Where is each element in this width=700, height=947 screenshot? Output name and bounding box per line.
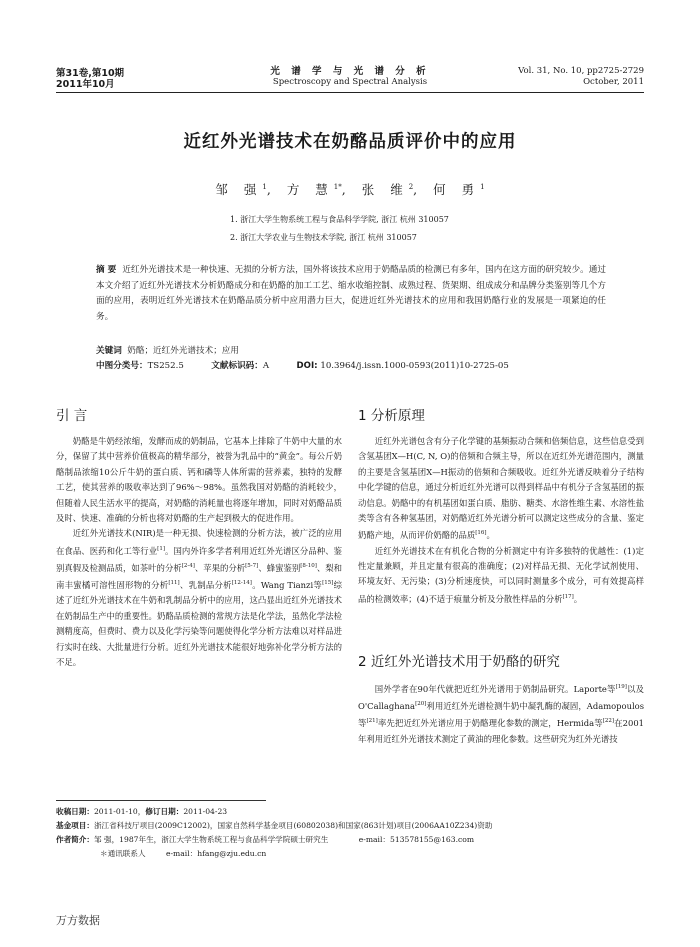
citation: [17] [562,593,574,600]
header-rule [56,92,644,93]
doc-code-label: 文献标识码： [211,361,263,371]
abstract-label: 摘 要 [96,265,117,275]
volume-pages: Vol. 31, No. 10, pp2725-2729 [518,66,644,76]
citation: [15] [322,580,334,587]
author-email: e-mail：513578155@163.com [358,835,475,844]
journal-volume-info-en [518,66,644,88]
paragraph: 近红外光谱技术在有机化合物的分析测定中有许多独特的优越性：(1)定性定量兼顾，并且定量有很高的准确度；(2)对样品无损、无化学试剂使用、环境友好、无污染；(3)分析速度快，可以同时测量多个成分，可有效提高样品的检测效率；(4)不适于痕量分析及分散性样品的分析[17]。 [358,545,644,604]
corresponding-email: e-mail：hfang@zju.edu.cn [165,849,267,858]
citation: [2-4] [181,563,195,570]
doi-value: 10.3964/j.issn.1000-0593(2011)10-2725-05 [320,361,509,371]
author: 邹 强 [215,182,263,197]
section-heading-intro: 引 言 [56,408,88,424]
citation: [16] [475,530,487,537]
received-date: 2011-01-10， [93,807,146,816]
author-affil-mark: 1 [480,182,485,191]
paper-title: 近红外光谱技术在奶酪品质评价中的应用 [183,132,517,152]
issue-date-en: October, 2011 [583,77,644,87]
citation: [11] [168,580,180,587]
author-bio: 邹 强，1987年生，浙江大学生物系统工程与食品科学学院硕士研究生 [93,835,329,844]
clc-label: 中图分类号： [96,361,148,371]
revised-date: 2011-04-23 [183,807,228,816]
citation: [20] [415,701,427,708]
keywords-text: 奶酪；近红外光谱技术；应用 [127,346,239,356]
keywords [96,345,606,358]
received-label: 收稿日期： [56,807,94,816]
citation: [1] [157,545,165,552]
classification-line [96,360,606,373]
issue-date: 2011年10月 [56,79,115,90]
fund-text: 浙江省科技厅项目(2009C12002)，国家自然科学基金项目(60802038)和国家(863计划)项目(2006AA10Z234)资助 [93,821,493,830]
doi-label: DOI: [296,361,318,371]
volume-issue: 第31卷,第10期 [56,68,125,79]
abstract-text: 近红外光谱技术是一种快速、无损的分析方法，国外将该技术应用于奶酪品质的检测已有多年，国内在这方面的研究较少。通过本文介绍了近红外光谱技术分析奶酪成分和在奶酪的加工工艺、缩水收缩控制、成熟过程、货架期、组成成分和品牌分类鉴别等几个方面的应用，表明近红外光谱技术在奶酪品质分析中应用潜力巨大，促进近红外光谱技术的应用和我国奶酪行业的发展是一项紧迫的任务。 [96,265,606,322]
footnote-rule [56,800,266,801]
paragraph: 国外学者在90年代就把近红外光谱用于奶制品研究。Laporte等[19]以及O'Callaghana[20]利用近红外光谱检测牛奶中凝乳酶的凝固，Adamopoulos等[21]率先把近红外光谱应用于奶酪理化参数的测定，Hermida等[22]在2001年利用近红外光谱技术测定了黄油的理化参数。这些研究为红外光谱技 [358,683,644,744]
watermark: 万方数据 [56,914,100,927]
author-affil-mark: 1 [262,182,267,191]
author-affil-mark: 1* [333,182,342,191]
paragraph: 奶酪是牛奶经浓缩，发酵而成的奶制品，它基本上排除了牛奶中大量的水分，保留了其中营养价值极高的精华部分，被誉为乳品中的“黄金”。每公斤奶酪制品浓缩10公斤牛奶的蛋白质、钙和磷等人体所需的营养素，独特的发酵工艺，使其营养的吸收率达到了96%～98%。虽然我国对奶酪的消耗较少，但随着人民生活水平的提高，对奶酪的消耗量也将逐年增加，同时对奶酪品质及时、快速、准确的分析也将对奶酪的生产起到极大的促进作用。 [56,436,342,524]
footnote-author [56,833,656,847]
paragraph: 近红外光谱包含有分子化学键的基频振动合频和倍频信息，这些信息受到含氢基团X—H(C, N, O)的倍频和合频主导，所以在近红外光谱范围内，测量的主要是含氢基团X—H振动的倍频和合频吸收。近红外光谱反映着分子结构中化学键的信息，通过分析近红外光谱可以得到样品中有机分子含氢基团的振动信息。奶酪中的有机基团如蛋白质、脂肪、糖类、水溶性维生素、水溶性盐类等含有各种氢基团，对奶酪近红外光谱分析可以测定这些成分的含量、鉴定奶酪产地，从而评价奶酪的品质[16]。 [358,436,644,541]
affiliation: 1. 浙江大学生物系统工程与食品科学学院, 浙江 杭州 310057 [230,215,449,224]
author: 张 维 [361,182,409,197]
author-list: 邹 强$^1$, 方 慧$^{1*}$, 张 维$^2$, 何 勇$^1$ [215,182,485,197]
citation: [19] [615,684,627,690]
author-bio-label: 作者简介： [56,835,94,844]
citation: [22] [602,718,615,725]
affiliation: 2. 浙江大学农业与生物技术学院, 浙江 杭州 310057 [230,233,417,242]
footnote-corresponding [100,847,700,861]
intro-body [56,434,342,670]
citation: [12-14] [231,580,252,587]
footnote-dates [56,805,656,819]
journal-name-cn: 光 谱 学 与 光 谱 分 析 [270,66,430,77]
author-affil-mark: 2 [408,182,414,191]
application-body [358,680,644,747]
revised-label: 修订日期： [145,807,184,816]
author: 何 勇 [433,182,481,197]
fund-label: 基金项目： [56,821,94,830]
corresponding-label: ＊通讯联系人 [100,849,146,858]
footnote-fund [56,819,656,833]
citation: [5-7] [245,563,259,570]
section-heading-application: 2 近红外光谱技术用于奶酪的研究 [358,654,560,670]
paragraph: 近红外光谱技术(NIR)是一种无损、快速检测的分析方法，被广泛的应用在食品、医药和化工等行业[1]。国内外许多学者利用近红外光谱区分品种、鉴别真假及检测品质，如茶叶的分析[2-4]、苹果的分析[5-7]、蜂蜜鉴别[8-10]、梨和南丰蜜橘可溶性固形物的分析[11]、乳制品分析[12-14]。Wang Tianzi等[15]综述了近红外光谱技术在牛奶和乳制品分析中的应用，这凸显出近红外光谱技术在奶制品生产中的重要性。奶酪品质检测的常规方法是化学法，虽然化学法检测精度高，但费时、费力以及化学污染等问题使得化学分析方法难以对样品进行实时在线、大批量进行分析。近红外光谱技术能很好地弥补化学分析方法的不足。 [56,528,343,668]
author: 方 慧 [286,182,334,197]
citation: [8-10] [300,563,317,570]
doc-code-value: A [262,361,270,371]
abstract [96,263,606,325]
citation: [21] [366,718,378,725]
principle-body [358,434,644,607]
section-heading-principle: 1 分析原理 [358,408,425,424]
clc-value: TS252.5 [147,361,184,371]
keywords-label: 关键词 [96,346,122,356]
journal-name-en: Spectroscopy and Spectral Analysis [272,77,428,87]
